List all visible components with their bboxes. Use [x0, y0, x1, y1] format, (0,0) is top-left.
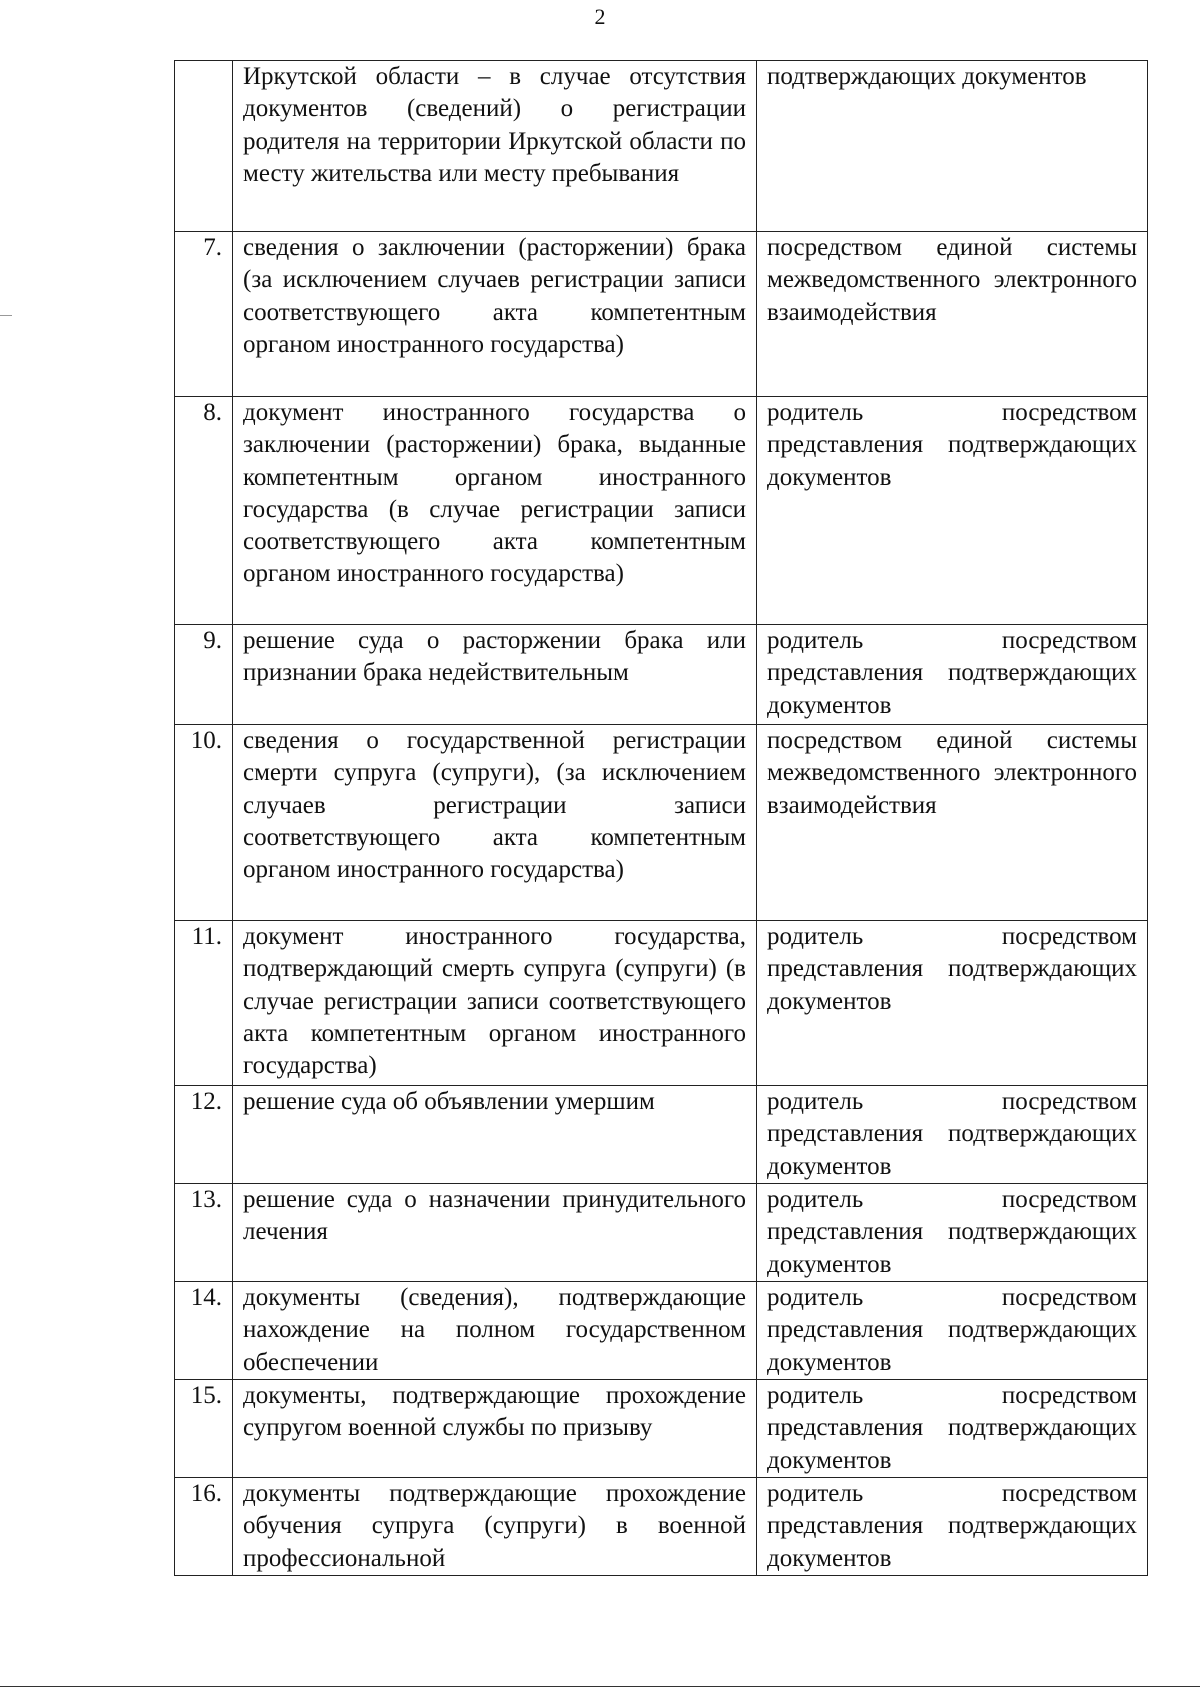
document-name: решение суда о расторжении брака или признании брака недействительным [233, 625, 757, 725]
table-row [175, 1380, 1148, 1478]
row-number: 9. [175, 625, 233, 725]
row-number: 11. [175, 921, 233, 1086]
submission-method: родитель посредством представления подтверждающих документов [757, 921, 1148, 1086]
row-number: 8. [175, 397, 233, 625]
row-number: 10. [175, 725, 233, 921]
bottom-rule [0, 1686, 1200, 1687]
document-name: документ иностранного государства о заключении (расторжении) брака, выданные компетентным органом иностранного государства (в случае регистрации записи соответствующего акта компетентным органом иностранного государства) [233, 397, 757, 625]
documents-table [174, 60, 1148, 1576]
document-name: решение суда об объявлении умершим [233, 1086, 757, 1184]
document-name: документы подтверждающие прохождение обучения супруга (супруги) в военной профессиональной [233, 1478, 757, 1576]
table-row [175, 232, 1148, 397]
submission-method: посредством единой системы межведомственного электронного взаимодействия [757, 725, 1148, 921]
row-number: 16. [175, 1478, 233, 1576]
row-number: 7. [175, 232, 233, 397]
documents-table-body [175, 61, 1148, 1576]
row-number: 13. [175, 1184, 233, 1282]
submission-method: родитель посредством представления подтверждающих документов [757, 1184, 1148, 1282]
submission-method: родитель посредством представления подтверждающих документов [757, 1478, 1148, 1576]
submission-method: подтверждающих документов [757, 61, 1148, 232]
table-row [175, 921, 1148, 1086]
margin-mark [0, 315, 12, 316]
submission-method: посредством единой системы межведомственного электронного взаимодействия [757, 232, 1148, 397]
submission-method: родитель посредством представления подтверждающих документов [757, 1380, 1148, 1478]
submission-method: родитель посредством представления подтверждающих документов [757, 625, 1148, 725]
table-row [175, 1478, 1148, 1576]
table-row [175, 725, 1148, 921]
row-number: 12. [175, 1086, 233, 1184]
table-row [175, 1086, 1148, 1184]
table-row [175, 1282, 1148, 1380]
document-name: Иркутской области – в случае отсутствия документов (сведений) о регистрации родителя на территории Иркутской области по месту жительства или месту пребывания [233, 61, 757, 232]
document-name: документ иностранного государства, подтверждающий смерть супруга (супруги) (в случае регистрации записи соответствующего акта компетентным органом иностранного государства) [233, 921, 757, 1086]
submission-method: родитель посредством представления подтверждающих документов [757, 397, 1148, 625]
document-name: сведения о государственной регистрации смерти супруга (супруги), (за исключением случаев регистрации записи соответствующего акта компетентным органом иностранного государства) [233, 725, 757, 921]
table-row [175, 61, 1148, 232]
row-number: 14. [175, 1282, 233, 1380]
submission-method: родитель посредством представления подтверждающих документов [757, 1282, 1148, 1380]
submission-method: родитель посредством представления подтверждающих документов [757, 1086, 1148, 1184]
table-row [175, 625, 1148, 725]
document-name: решение суда о назначении принудительного лечения [233, 1184, 757, 1282]
table-row [175, 1184, 1148, 1282]
document-name: документы (сведения), подтверждающие нахождение на полном государственном обеспечении [233, 1282, 757, 1380]
row-number: 15. [175, 1380, 233, 1478]
table-row [175, 397, 1148, 625]
document-name: сведения о заключении (расторжении) брака (за исключением случаев регистрации записи соответствующего акта компетентным органом иностранного государства) [233, 232, 757, 397]
row-number [175, 61, 233, 232]
page-number: 2 [594, 4, 606, 29]
document-name: документы, подтверждающие прохождение супругом военной службы по призыву [233, 1380, 757, 1478]
